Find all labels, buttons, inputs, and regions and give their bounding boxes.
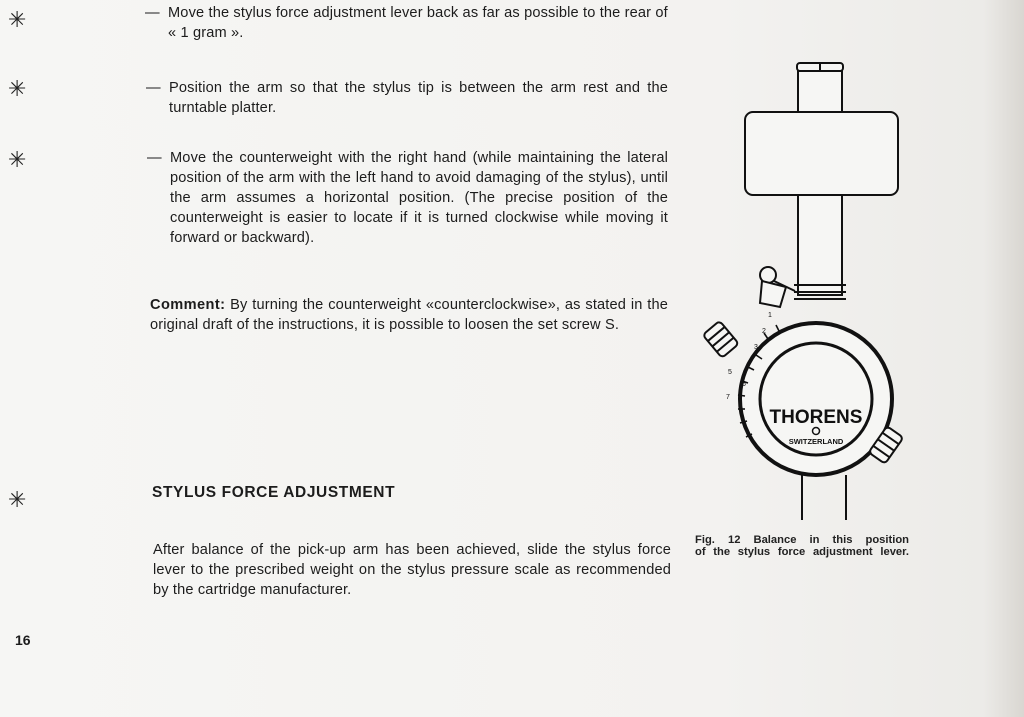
page-number: 16 [15, 632, 31, 648]
comment-text: By turning the counterweight «counterclockwise», as stated in the original draft of the instructions, it is possible to loosen the set screw S. [150, 297, 668, 333]
figure-caption [695, 534, 909, 558]
caption-line: of the stylus force adjustment lever. [695, 546, 909, 558]
brand-origin-text: SWITZERLAND [788, 437, 844, 446]
asterisk-marker-icon: ✳ [8, 488, 27, 513]
scale-mark: 7 [726, 394, 730, 401]
show-through-decoration [690, 0, 697, 31]
dash-marker: — [145, 5, 160, 21]
section-body: After balance of the pick-up arm has been achieved, slide the stylus force lever to the prescribed weight on the stylus pressure scale as recommended by the cartridge manufacturer. [153, 542, 671, 598]
scale-mark: 4 [748, 358, 752, 365]
instruction-step [146, 78, 668, 118]
step-text: Move the stylus force adjustment lever back as far as possible to the rear of « 1 gram ». [168, 5, 668, 41]
pivot-icon [813, 428, 820, 435]
scale-mark: 2 [762, 328, 766, 335]
step-text: Move the counterweight with the right hand (while maintaining the lateral position of the arm with the left hand to avoid damaging of the stylus), until the arm assumes a horizontal position. (The precise position of the counterweight is easier to locate if it is turned clockwise while moving it forward or backward). [170, 150, 668, 246]
instruction-step [145, 3, 668, 43]
tonearm-balance-figure [690, 55, 920, 525]
comment-label: Comment: [150, 297, 226, 313]
comment-paragraph [150, 295, 668, 335]
scale-mark: 5 [728, 369, 732, 376]
scale-mark: 3 [754, 344, 758, 351]
asterisk-marker-icon: ✳ [8, 148, 27, 173]
dash-marker: — [146, 80, 161, 96]
scale-mark: 1 [768, 312, 772, 319]
asterisk-marker-icon: ✳ [8, 77, 27, 102]
step-text: Position the arm so that the stylus tip is between the arm rest and the turntable platter. [169, 80, 668, 116]
caption-line: Fig. 12 Balance in this position [695, 534, 909, 546]
instruction-step [147, 148, 668, 248]
section-heading: STYLUS FORCE ADJUSTMENT [152, 484, 396, 501]
brand-logo-text: THORENS [769, 407, 863, 428]
scale-mark: 6 [742, 381, 746, 388]
dash-marker: — [147, 150, 162, 166]
asterisk-marker-icon: ✳ [8, 8, 27, 33]
